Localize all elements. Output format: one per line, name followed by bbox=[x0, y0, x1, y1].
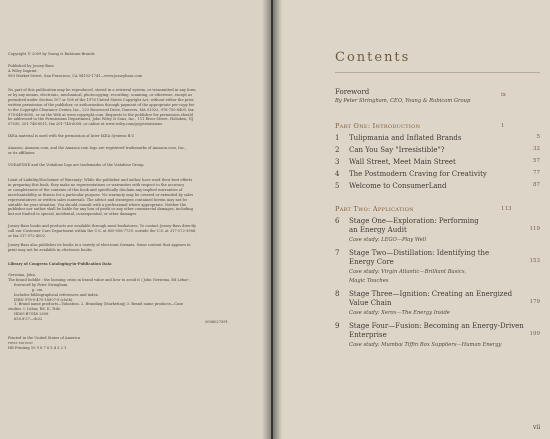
chapter-title: Wall Street, Meet Main Street bbox=[349, 158, 456, 166]
part-two-heading: Part Two: Application bbox=[335, 205, 414, 213]
rights-line: 07030, 201-748-6011, fax 201-748-6008, or online at www.wiley.com/go/permissions. bbox=[8, 122, 164, 127]
disclaimer-line: or completeness of the contents of this book and specifically disclaim any implied warranties of bbox=[8, 187, 183, 192]
chapter-title: Can You Say "Irresistible"? bbox=[349, 146, 445, 154]
chapter-page: 57 bbox=[533, 158, 540, 164]
foreword-page: ix bbox=[501, 92, 506, 98]
chapter-number: 7 bbox=[335, 249, 340, 257]
cip-line: Includes bibliographical references and index. bbox=[14, 292, 99, 297]
bookstores-line: Jossey-Bass books and products are available through most bookstores. To contact Jossey-Bass directly bbox=[8, 224, 197, 228]
cip-heading-text: Library of Congress Cataloging-in-Publication Data bbox=[8, 262, 112, 266]
chapter-number: 9 bbox=[335, 322, 340, 330]
chapter-title: Stage One—Exploration: Performing bbox=[349, 217, 479, 225]
cip-number bbox=[205, 320, 228, 325]
disclaimer-line: but not limited to special, incidental, consequential, or other damages. bbox=[8, 212, 138, 217]
disclaimer-line: merchantability or fitness for a particular purpose. No warranty may be created or extended by sales bbox=[8, 192, 194, 197]
contents-title: Contents bbox=[335, 50, 411, 65]
printing-block bbox=[8, 336, 80, 351]
book-gutter bbox=[262, 0, 282, 439]
vodafone-text: VODAFONE and the Vodafone logo are trademarks of the Vodafone Group. bbox=[8, 163, 145, 167]
chapter-number: 1 bbox=[335, 134, 340, 142]
cip-line: HD69.B7G48 2008 bbox=[14, 312, 49, 317]
part-two-page: 113 bbox=[501, 206, 512, 212]
chapter-number: 6 bbox=[335, 217, 340, 225]
chapter-number: 3 bbox=[335, 158, 340, 166]
rights-line: No part of this publication may be reproduced, stored in a retrieval system, or transmitted in any form bbox=[8, 88, 196, 92]
cip-line: 1. Brand name products—Valuation. 2. Branding (Marketing) 3. Brand name products—Case bbox=[14, 302, 184, 307]
rights-line: to the Copyright Clearance Center, Inc., 222 Rosewood Drive, Danvers, MA 01923, 978-750-8400, fax bbox=[8, 107, 194, 112]
publisher-line: Published by Jossey-Bass bbox=[8, 64, 54, 68]
chapter-page: 77 bbox=[533, 170, 540, 176]
disclaimer-line: suitable for your situation. You should consult with a professional where appropriate. Neither the bbox=[8, 202, 187, 207]
cip-block bbox=[8, 273, 190, 322]
chapter-title: Welcome to ConsumerLand bbox=[349, 182, 447, 190]
edition-line: FIRST EDITION bbox=[8, 340, 33, 345]
cip-line: studies. I. Lebar, Ed. II. Title. bbox=[8, 307, 62, 312]
chapter-number: 8 bbox=[335, 290, 340, 298]
printing-line: HB Printing 10 9 8 7 6 5 4 3 2 1 bbox=[8, 345, 67, 350]
part-one-page: 1 bbox=[501, 123, 505, 129]
cip-line: Gerzema, John. bbox=[8, 273, 36, 277]
rights-line: permitted under Section 107 or 108 of the 1976 United States Copyright Act, without either the prior bbox=[8, 97, 194, 102]
chapter-page: 199 bbox=[529, 331, 540, 337]
case-study-cont: Magic Touches bbox=[349, 278, 389, 284]
rights-line: written permission of the publisher, or authorization through payment of the appropriate per-copy fee bbox=[8, 102, 195, 107]
vodafone-note bbox=[8, 163, 145, 168]
bookstores-line: or fax 317-572-4002. bbox=[8, 233, 47, 238]
chapter-title-cont: Enterprise bbox=[349, 331, 387, 339]
cip-line: The brand bubble : the looming crisis in brand value and how to avoid it / John Gerzema, Ed Lebar ; bbox=[8, 277, 191, 282]
case-study: Case study: Xerox—The Energy Inside bbox=[349, 310, 450, 316]
cip-line: 658.8'27—dc22 bbox=[14, 317, 43, 322]
chapter-title: Stage Three—Ignition: Creating an Energized bbox=[349, 290, 513, 298]
rights-line: be addressed to the Permissions Department, John Wiley & Sons, Inc., 111 River Street, Hoboken, NJ bbox=[8, 117, 194, 122]
disclaimer-line: Limit of Liability/Disclaimer of Warranty: While the publisher and author have used their best efforts bbox=[8, 178, 193, 182]
chapter-title: Tulipmania and Inflated Brands bbox=[349, 134, 462, 142]
bookstores-block bbox=[8, 224, 196, 239]
cip-line: p. cm. bbox=[32, 287, 44, 292]
foreword-author: By Peter Stringham, CEO, Young & Rubicam Group bbox=[335, 98, 471, 104]
disclaimer-line: representatives or written sales materials. The advice and strategies contained herein may not be bbox=[8, 197, 187, 202]
foreword-entry: Foreword bbox=[335, 88, 370, 96]
publisher-block bbox=[8, 64, 142, 79]
case-study: Case study: Virgin Atlantic—Brilliant Basics, bbox=[349, 269, 467, 275]
electronic-block bbox=[8, 243, 191, 253]
cip-line: foreword by Peter Stringham. bbox=[14, 282, 69, 287]
cip-heading bbox=[8, 262, 112, 267]
copyright-page bbox=[0, 0, 271, 439]
electronic-line: Jossey-Bass also publishes its books in a variety of electronic formats. Some content that appears in bbox=[8, 243, 191, 247]
rights-block bbox=[8, 88, 196, 127]
printed-line: Printed in the United States of America bbox=[8, 336, 81, 340]
rights-line: or by any means, electronic, mechanical, photocopying, recording, scanning, or otherwise, except as bbox=[8, 92, 192, 97]
electronic-line: print may not be available in electronic books. bbox=[8, 247, 93, 252]
chapter-title: Stage Four—Fusion: Becoming an Energy-Driven bbox=[349, 322, 524, 330]
chapter-page: 5 bbox=[536, 134, 540, 140]
contents-page bbox=[273, 0, 550, 439]
copyright-line bbox=[8, 52, 95, 57]
cip-number-text: 2008027391 bbox=[205, 320, 228, 324]
chapter-page: 119 bbox=[529, 226, 540, 232]
chapter-page: 87 bbox=[533, 182, 540, 188]
chapter-title-cont: an Energy Audit bbox=[349, 226, 407, 234]
chapter-title: Stage Two—Distillation: Identifying the bbox=[349, 249, 490, 257]
disclaimer-line: in preparing this book, they make no representations or warranties with respect to the accuracy bbox=[8, 182, 185, 187]
chapter-title-cont: Energy Core bbox=[349, 258, 394, 266]
case-study: Case study: LEGO—Play Well bbox=[349, 237, 427, 243]
disclaimer-line: publisher nor author shall be liable for any loss of profit or any other commercial damages, including bbox=[8, 207, 193, 212]
chapter-page: 153 bbox=[529, 258, 540, 264]
amazon-line: or its affiliates. bbox=[8, 150, 36, 155]
rights-line: 978-646-8600, or on the Web at www.copyright.com. Requests to the publisher for permission should bbox=[8, 112, 193, 117]
copyright-text: Copyright © 2009 by Young & Rubicam Brands bbox=[8, 52, 95, 56]
chapter-number: 2 bbox=[335, 146, 340, 154]
part-one-heading: Part One: Introduction bbox=[335, 122, 421, 130]
publisher-line: A Wiley Imprint bbox=[8, 68, 37, 73]
ikea-note bbox=[8, 134, 135, 139]
page-folio: vii bbox=[533, 424, 541, 431]
publisher-line: 989 Market Street, San Francisco, CA 94103-1741—www.josseybass.com bbox=[8, 73, 143, 78]
chapter-title: The Postmodern Craving for Creativity bbox=[349, 170, 487, 178]
bookstores-line: call our Customer Care Department within the U.S. at 800-956-7739, outside the U.S. at 317-572-3986, bbox=[8, 228, 197, 233]
case-study: Case study: Mumbai Tiffin Box Suppliers—Human Energy bbox=[349, 342, 502, 348]
amazon-note bbox=[8, 146, 186, 156]
cip-line: ISBN 978-0-470-18907-8 (cloth) bbox=[14, 297, 73, 302]
chapter-title-cont: Value Chain bbox=[349, 299, 392, 307]
chapter-number: 5 bbox=[335, 182, 340, 190]
amazon-line: Amazon, Amazon.com, and the Amazon.com logo are registered trademarks of Amazon.com, Inc., bbox=[8, 146, 187, 150]
chapter-page: 32 bbox=[533, 146, 540, 152]
chapter-number: 4 bbox=[335, 170, 340, 178]
chapter-page: 179 bbox=[529, 299, 540, 305]
disclaimer-block bbox=[8, 178, 193, 217]
ikea-text: IKEA material is used with the permission of Inter IKEA Systems B.V. bbox=[8, 134, 135, 138]
